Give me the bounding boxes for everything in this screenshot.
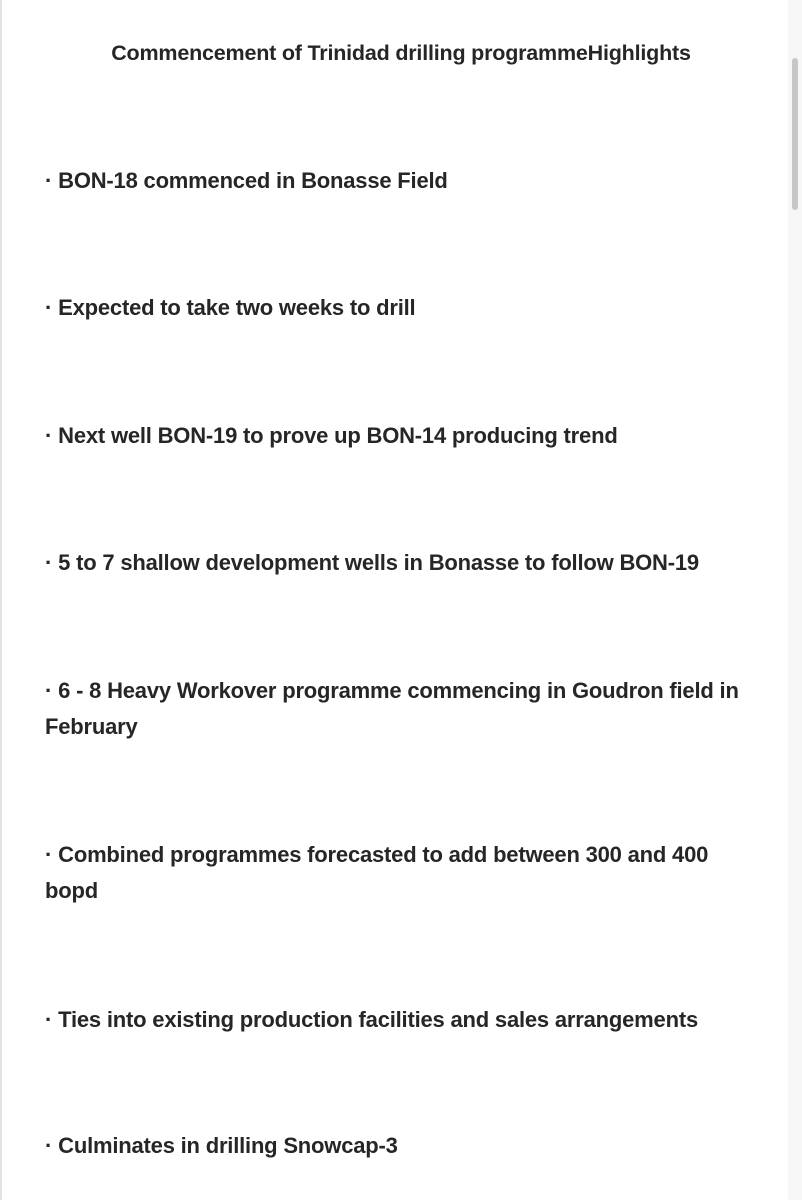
bullet-item xyxy=(45,290,765,326)
bullet-text: BON-18 commenced in Bonasse Field xyxy=(58,168,448,193)
bullet-item xyxy=(45,673,765,745)
bullet-item xyxy=(45,418,765,454)
bullet-text: 5 to 7 shallow development wells in Bonasse to follow BON-19 xyxy=(58,550,699,575)
bullet-marker: · xyxy=(45,295,53,320)
bullet-text: Expected to take two weeks to drill xyxy=(58,295,416,320)
bullet-text: Ties into existing production facilities and sales arrangements xyxy=(58,1007,698,1032)
bullet-item xyxy=(45,545,765,581)
bullet-item xyxy=(45,1002,765,1038)
bullet-marker: · xyxy=(45,423,53,448)
bullet-marker: · xyxy=(45,1007,53,1032)
bullet-text: 6 - 8 Heavy Workover programme commencing in Goudron field in February xyxy=(45,678,739,739)
bullet-item xyxy=(45,163,765,199)
scrollbar[interactable] xyxy=(788,0,802,1200)
bullet-text: Culminates in drilling Snowcap-3 xyxy=(58,1133,398,1158)
bullet-marker: · xyxy=(45,842,53,867)
bullet-marker: · xyxy=(45,550,53,575)
scrollbar-thumb[interactable] xyxy=(792,58,798,210)
bullet-item xyxy=(45,1128,765,1164)
bullet-marker: · xyxy=(45,678,53,703)
bullet-marker: · xyxy=(45,168,53,193)
bullet-text: Combined programmes forecasted to add between 300 and 400 bopd xyxy=(45,842,709,903)
bullet-marker: · xyxy=(45,1133,53,1158)
page-left-border xyxy=(0,0,2,1200)
article-title: Commencement of Trinidad drilling programmeHighlights xyxy=(111,41,691,65)
bullet-item xyxy=(45,837,765,909)
bullet-text: Next well BON-19 to prove up BON-14 producing trend xyxy=(58,423,618,448)
